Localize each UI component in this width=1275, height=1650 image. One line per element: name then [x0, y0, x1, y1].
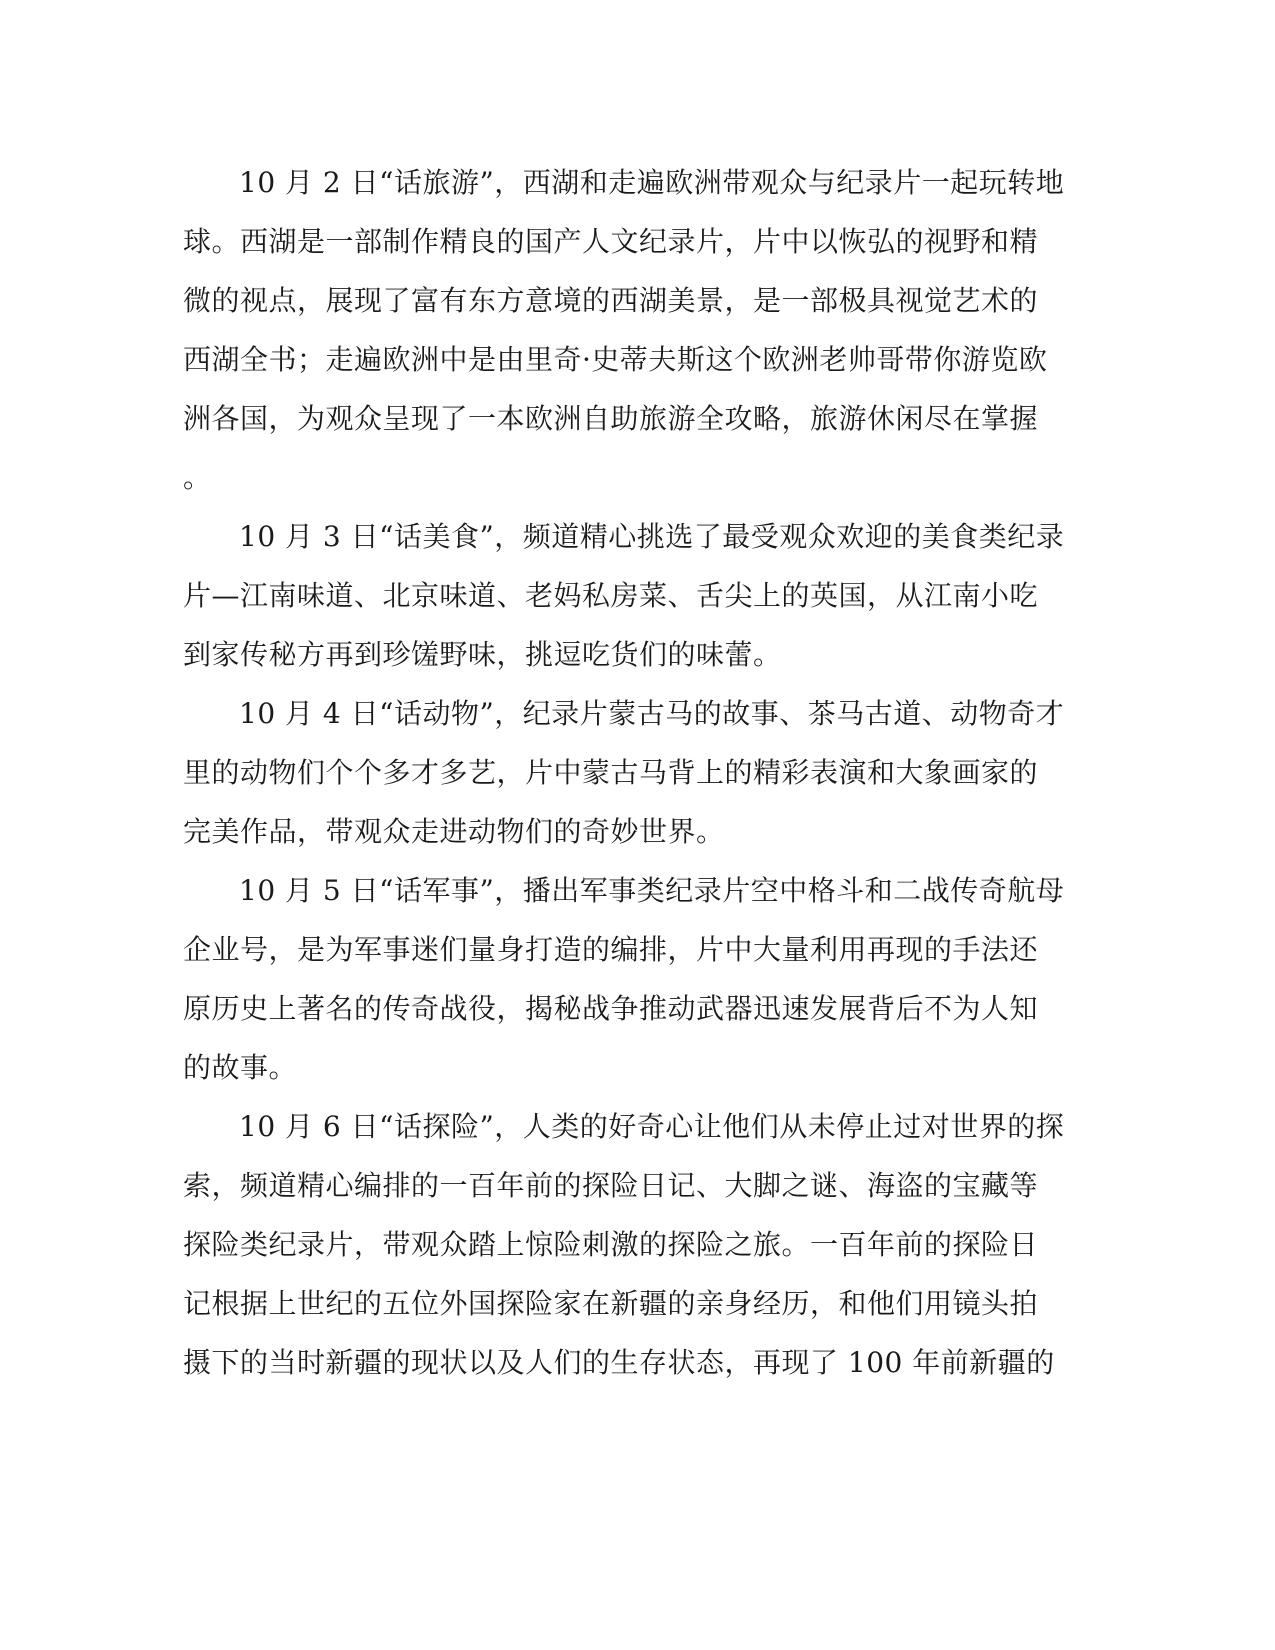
text-line: 球。西湖是一部制作精良的国产人文纪录片，片中以恢弘的视野和精	[183, 225, 1039, 258]
text-line: 索，频道精心编排的一百年前的探险日记、大脚之谜、海盗的宝藏等	[183, 1169, 1039, 1202]
text-line: 摄下的当时新疆的现状以及人们的生存状态，再现了 100 年前新疆的	[183, 1346, 1055, 1379]
paragraph-food	[183, 507, 1065, 684]
text-line: 片—江南味道、北京味道、老妈私房菜、舌尖上的英国，从江南小吃	[183, 579, 1039, 612]
text-line: 10 月 6 日“话探险”，人类的好奇心让他们从未停止过对世界的探	[239, 1110, 1065, 1143]
text-line: 的故事。	[183, 1051, 298, 1084]
text-line: 里的动物们个个多才多艺，片中蒙古马背上的精彩表演和大象画家的	[183, 756, 1039, 789]
text-line: 记根据上世纪的五位外国探险家在新疆的亲身经历，和他们用镜头拍	[183, 1287, 1039, 1320]
text-line: 10 月 3 日“话美食”，频道精心挑选了最受观众欢迎的美食类纪录	[239, 520, 1065, 553]
paragraph-military	[183, 861, 1065, 1097]
paragraph-exploration	[183, 1097, 1065, 1392]
text-line: 。	[183, 461, 212, 494]
text-line: 原历史上著名的传奇战役，揭秘战争推动武器迅速发展背后不为人知	[183, 992, 1039, 1025]
text-line: 完美作品，带观众走进动物们的奇妙世界。	[183, 815, 725, 848]
text-line: 10 月 2 日“话旅游”，西湖和走遍欧洲带观众与纪录片一起玩转地	[239, 166, 1065, 199]
text-line: 到家传秘方再到珍馐野味，挑逗吃货们的味蕾。	[183, 638, 782, 671]
text-line: 西湖全书；走遍欧洲中是由里奇·史蒂夫斯这个欧洲老帅哥带你游览欧	[183, 343, 1048, 376]
text-line: 10 月 4 日“话动物”，纪录片蒙古马的故事、茶马古道、动物奇才	[239, 697, 1065, 730]
text-line: 洲各国，为观众呈现了一本欧洲自助旅游全攻略，旅游休闲尽在掌握	[183, 402, 1039, 435]
text-line: 10 月 5 日“话军事”，播出军事类纪录片空中格斗和二战传奇航母	[239, 874, 1065, 907]
text-line: 探险类纪录片，带观众踏上惊险刺激的探险之旅。一百年前的探险日	[183, 1228, 1039, 1261]
text-line: 微的视点，展现了富有东方意境的西湖美景，是一部极具视觉艺术的	[183, 284, 1039, 317]
paragraph-travel	[183, 153, 1065, 507]
paragraph-animals	[183, 684, 1065, 861]
document-body	[183, 153, 1065, 1392]
text-line: 企业号，是为军事迷们量身打造的编排，片中大量利用再现的手法还	[183, 933, 1039, 966]
